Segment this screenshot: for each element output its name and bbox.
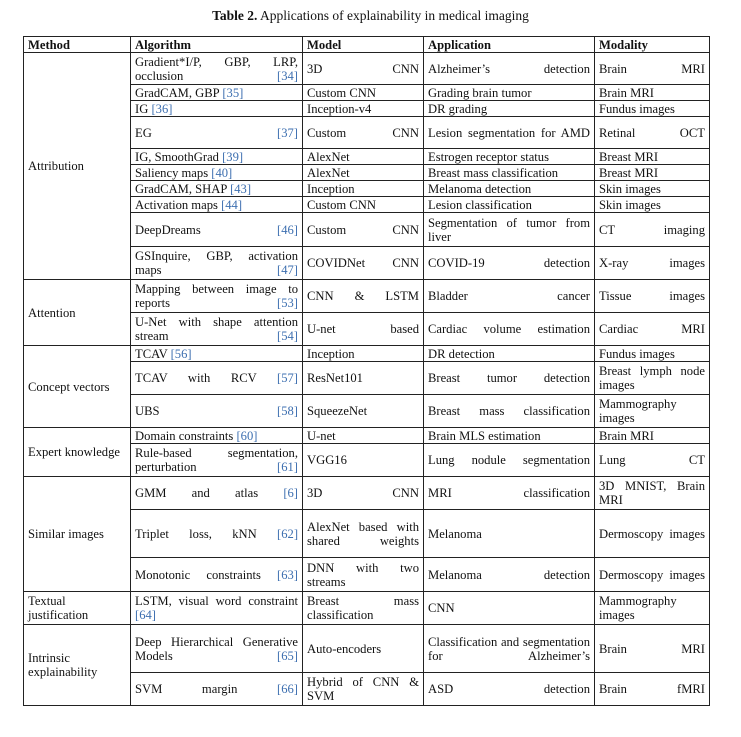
algorithm-text: TCAV with RCV (135, 371, 257, 385)
algorithm-cell (131, 149, 303, 165)
model-cell: AlexNet (303, 165, 424, 181)
reference-link[interactable]: [47] (277, 263, 298, 277)
table-row (24, 592, 710, 625)
application-cell: MRI classification (424, 477, 595, 510)
model-cell: Custom CNN (303, 197, 424, 213)
modality-cell: Brain MRI (595, 428, 710, 444)
algorithm-text: GradCAM, GBP (135, 85, 220, 100)
table-row (24, 280, 710, 313)
table-row (24, 477, 710, 510)
application-cell: Lesion classification (424, 197, 595, 213)
algorithm-text: IG (135, 101, 149, 116)
reference-link[interactable]: [62] (277, 526, 299, 541)
model-cell: U-net (303, 428, 424, 444)
table-row (24, 346, 710, 362)
application-cell: Bladder cancer (424, 280, 595, 313)
header-row (24, 37, 710, 53)
application-cell: Melanoma detection (424, 181, 595, 197)
application-cell: Lesion segmentation for AMD (424, 117, 595, 149)
method-cell: Similar images (24, 477, 131, 592)
application-cell: DR detection (424, 346, 595, 362)
application-cell: DR grading (424, 101, 595, 117)
modality-cell: Brain fMRI (595, 673, 710, 706)
modality-cell: Dermoscopy images (595, 558, 710, 592)
algorithm-text: DeepDreams (135, 222, 201, 237)
reference-link[interactable]: [46] (277, 222, 298, 237)
model-cell: ResNet101 (303, 362, 424, 395)
application-cell: Melanoma (424, 510, 595, 558)
modality-cell: 3D MNIST, Brain MRI (595, 477, 710, 510)
modality-cell: CT imaging (595, 213, 710, 247)
header-method: Method (24, 37, 131, 53)
algorithm-text: IG, SmoothGrad (135, 149, 219, 164)
model-cell: U-net based (303, 313, 424, 346)
algorithm-cell (131, 558, 303, 592)
table-body (24, 53, 710, 706)
algorithm-text: Domain constraints (135, 428, 234, 443)
model-cell: Custom CNN (303, 117, 424, 149)
reference-link[interactable]: [60] (236, 428, 258, 443)
modality-cell: Breast MRI (595, 165, 710, 181)
reference-link[interactable]: [35] (222, 85, 244, 100)
model-cell: Inception (303, 346, 424, 362)
application-cell: CNN (424, 592, 595, 625)
algorithm-text: Activation maps (135, 197, 218, 212)
application-cell: Breast tumor detection (424, 362, 595, 395)
algorithm-text: UBS (135, 404, 160, 418)
model-cell: 3D CNN (303, 53, 424, 85)
algorithm-cell (131, 395, 303, 428)
model-cell: SqueezeNet (303, 395, 424, 428)
algorithm-text: Triplet loss, kNN (135, 526, 257, 541)
application-cell: Melanoma detection (424, 558, 595, 592)
algorithm-cell (131, 280, 303, 313)
algorithm-cell (131, 197, 303, 213)
algorithm-cell (131, 625, 303, 673)
algorithm-cell (131, 313, 303, 346)
model-cell: 3D CNN (303, 477, 424, 510)
application-cell: Grading brain tumor (424, 85, 595, 101)
modality-cell: Fundus images (595, 346, 710, 362)
reference-link[interactable]: [36] (151, 101, 173, 116)
reference-link[interactable]: [54] (277, 329, 298, 343)
algorithm-cell (131, 181, 303, 197)
application-cell: Alzheimer’s detection (424, 53, 595, 85)
reference-link[interactable]: [56] (170, 346, 192, 361)
application-cell: Breast mass classification (424, 395, 595, 428)
application-cell: Lung nodule segmentation (424, 444, 595, 477)
algorithm-cell (131, 247, 303, 280)
model-cell: Auto-encoders (303, 625, 424, 673)
algorithm-cell (131, 101, 303, 117)
modality-cell: Dermoscopy images (595, 510, 710, 558)
modality-cell: Mammography images (595, 395, 710, 428)
algorithm-text: Mapping between image to reports (135, 282, 298, 310)
header-application: Application (424, 37, 595, 53)
application-cell: ASD detection (424, 673, 595, 706)
model-cell: CNN & LSTM (303, 280, 424, 313)
applications-table (23, 36, 710, 706)
model-cell: Inception-v4 (303, 101, 424, 117)
header-model: Model (303, 37, 424, 53)
model-cell: Hybrid of CNN & SVM (303, 673, 424, 706)
model-cell: Inception (303, 181, 424, 197)
reference-link[interactable]: [43] (230, 181, 252, 196)
model-cell: VGG16 (303, 444, 424, 477)
reference-link[interactable]: [44] (221, 197, 243, 212)
table-row (24, 428, 710, 444)
application-cell: Classification and segmentation for Alzheimer’s (424, 625, 595, 673)
model-cell: AlexNet based with shared weights (303, 510, 424, 558)
table-row (24, 625, 710, 673)
modality-cell: X-ray images (595, 247, 710, 280)
model-cell: Breast mass classification (303, 592, 424, 625)
algorithm-text: GSInquire, GBP, activation maps (135, 249, 298, 277)
header-modality: Modality (595, 37, 710, 53)
algorithm-text: U-Net with shape attention stream (135, 315, 298, 343)
reference-link[interactable]: [61] (277, 460, 298, 474)
application-cell: COVID-19 detection (424, 247, 595, 280)
algorithm-cell (131, 477, 303, 510)
modality-cell: Tissue images (595, 280, 710, 313)
reference-link[interactable]: [40] (211, 165, 233, 180)
algorithm-cell (131, 510, 303, 558)
header-algorithm: Algorithm (131, 37, 303, 53)
algorithm-cell (131, 362, 303, 395)
algorithm-cell (131, 592, 303, 625)
model-cell: AlexNet (303, 149, 424, 165)
application-cell: Brain MLS estimation (424, 428, 595, 444)
algorithm-cell (131, 53, 303, 85)
table-row (24, 53, 710, 85)
algorithm-cell (131, 213, 303, 247)
modality-cell: Mammography images (595, 592, 710, 625)
algorithm-cell (131, 346, 303, 362)
algorithm-cell (131, 428, 303, 444)
algorithm-cell (131, 444, 303, 477)
model-cell: Custom CNN (303, 213, 424, 247)
algorithm-text: Deep Hierarchical Generative Models (135, 634, 298, 663)
reference-link[interactable]: [34] (277, 68, 298, 83)
modality-cell: Cardiac MRI (595, 313, 710, 346)
algorithm-cell (131, 673, 303, 706)
method-cell: Textual justification (24, 592, 131, 625)
model-cell: Custom CNN (303, 85, 424, 101)
reference-link[interactable]: [65] (277, 648, 298, 663)
method-cell: Attribution (24, 53, 131, 280)
reference-link[interactable]: [39] (222, 149, 244, 164)
algorithm-text: LSTM, visual word constraint (135, 594, 298, 608)
reference-link[interactable]: [53] (277, 296, 298, 310)
reference-link[interactable]: [57] (277, 371, 298, 385)
caption-label: Table 2. (212, 8, 258, 23)
modality-cell: Breast lymph node images (595, 362, 710, 395)
model-cell: COVIDNet CNN (303, 247, 424, 280)
reference-link[interactable]: [64] (135, 608, 156, 622)
algorithm-text: GMM and atlas (135, 486, 259, 500)
application-cell: Estrogen receptor status (424, 149, 595, 165)
algorithm-cell (131, 85, 303, 101)
modality-cell: Brain MRI (595, 625, 710, 673)
modality-cell: Retinal OCT (595, 117, 710, 149)
application-cell: Segmentation of tumor from liver (424, 213, 595, 247)
modality-cell: Lung CT (595, 444, 710, 477)
method-cell: Concept vectors (24, 346, 131, 428)
caption-text: Applications of explainability in medical imaging (260, 8, 529, 23)
algorithm-text: Saliency maps (135, 165, 209, 180)
algorithm-cell (131, 117, 303, 149)
algorithm-text: GradCAM, SHAP (135, 181, 227, 196)
modality-cell: Skin images (595, 181, 710, 197)
reference-link[interactable]: [58] (277, 404, 298, 418)
modality-cell: Brain MRI (595, 85, 710, 101)
application-cell: Breast mass classification (424, 165, 595, 181)
algorithm-text: Gradient*I/P, GBP, LRP, occlusion (135, 54, 298, 83)
reference-link[interactable]: [37] (277, 125, 298, 140)
modality-cell: Skin images (595, 197, 710, 213)
model-cell: DNN with two streams (303, 558, 424, 592)
algorithm-text: EG (135, 125, 152, 140)
reference-link[interactable]: [66] (277, 682, 298, 696)
reference-link[interactable]: [63] (277, 567, 298, 582)
method-cell: Intrinsic explainability (24, 625, 131, 706)
algorithm-text: TCAV (135, 346, 168, 361)
method-cell: Expert knowledge (24, 428, 131, 477)
algorithm-cell (131, 165, 303, 181)
table-caption (0, 8, 741, 24)
modality-cell: Brain MRI (595, 53, 710, 85)
algorithm-text: Rule-based segmentation, perturbation (135, 446, 298, 474)
method-cell: Attention (24, 280, 131, 346)
modality-cell: Breast MRI (595, 149, 710, 165)
reference-link[interactable]: [6] (283, 486, 298, 500)
algorithm-text: Monotonic constraints (135, 567, 261, 582)
modality-cell: Fundus images (595, 101, 710, 117)
application-cell: Cardiac volume estimation (424, 313, 595, 346)
algorithm-text: SVM margin (135, 682, 238, 696)
